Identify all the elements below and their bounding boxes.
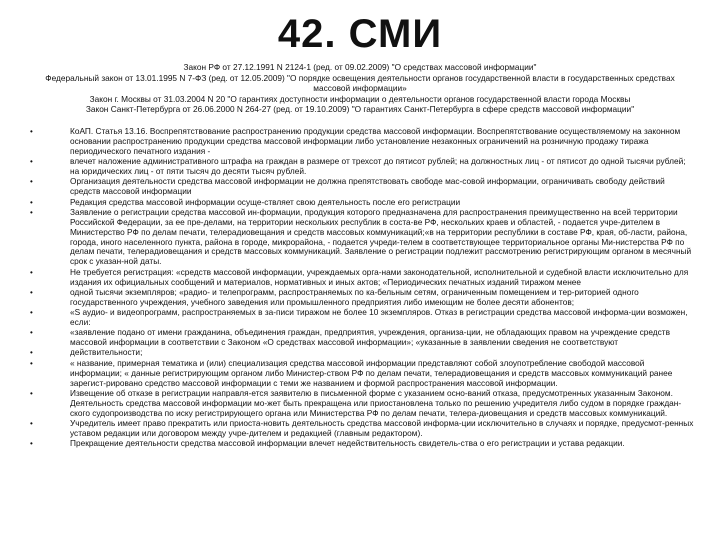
list-item: • Учредитель имеет право прекратить или приоста-новить деятельность средства массовой информа-ции исключительно в случаях и порядке, предусмот-ренных уставом редакции или договором между учре-дителем и редакцией (главным редактором). [30,417,694,438]
list-item: • «S аудио- и видеопрограмм, распространяемых в за-писи тиражом не более 10 экземпляров. Отказ в регистрации средства массовой информа-ции возможен, если: [30,307,688,327]
bullet-icon: • [30,308,33,318]
list-item: • КоАП. Статья 13.16. Воспрепятствование распространению продукции средства массовой информации. Воспрепятствование осуществляемому на законном основании распространению продукции средства массовой информации либо установление незаконных ограничений на розничную продажу тиража периодического печатного издания - [30,126,681,156]
law-citation: Федеральный закон от 13.01.1995 N 7-ФЗ (ред. от 12.05.2009) "О порядке освещения деятельности органов государственной власти в государственных средствах массовой информации» [45,72,675,94]
bullet-icon: • [30,328,33,338]
list-item: • Организация деятельности средства массовой информации не должна препятствовать свободе мас-совой информации, ограничивать свободу действий средств массовой информации [30,176,665,197]
bullet-icon: • [30,348,33,358]
list-item: • « название, примерная тематика и (или) специализация средства массовой информации представляют собой злоупотребление свободой массовой информации; « данные регистрирующим органом либо Министер-ством РФ по делам печати, телерадиовещания и средств массовых коммуникаций ранее зарегист-рировано средство массовой информации с теми же названием и формой распространения массовой информации. [30,357,673,388]
bullet-icon: • [30,388,33,398]
bullet-icon: • [30,439,33,449]
bullet-icon: • [30,358,33,368]
bullet-list [30,127,696,449]
list-item: • Прекращение деятельности средства массовой информации влечет недействительность свидетель-ства о его регистрации и устава редакции. [30,438,625,449]
bullet-icon: • [30,287,33,297]
bullet-icon: • [30,197,33,207]
bullet-icon: • [30,157,33,167]
list-item: • Редакция средства массовой информации осуще-ствляет свою деятельность после его регистрации [30,196,461,207]
page-title: 42. СМИ [277,12,443,56]
list-item: • влечет наложение административного штрафа на граждан в размере от трехсот до пятисот рублей; на должностных лиц - от пятисот до одной тысячи рублей; на юридических лиц - от пяти тысяч до десяти тысяч рублей. [30,156,686,177]
list-item: • Заявление о регистрации средства массовой ин-формации, продукция которого предназначена для распространения преимущественно на всей территории Российской Федерации, за ее пре-делами, на территории нескольких республик в соста-ве РФ, нескольких краев и областей, - подается учре-дителем в Министерство РФ по делам печати, телерадиовещания и средств массовых коммуникаций;«в на территории республики в составе РФ, края, об-ласти, района, города, иного населенного пункта, района в городе, микрорайона, - подается учреди-телем в соответствующее территориальное органы Ми-нистерства РФ по делам печати, телерадиовещания и средств массовых коммуникаций. Заявление о регистрации подлежит рассмотрению регистрирующим органом в месячный срок с указан-ной даты. [30,206,692,267]
list-item: • одной тысячи экземпляров; «радио- и телепрограмм, распространяемых по ка-бельным сетям, ограниченным помещением и тер-риторией одного государственного учреждения, учебного заведения или промышленного предприятия либо имеющим не более десяти абонентов; [30,286,639,307]
law-citation: Закон Санкт-Петербурга от 26.06.2000 N 264-27 (ред. от 19.10.2009) "О гарантиях Санкт-Петербурга в сфере средств массовой информации" [85,104,635,115]
bullet-icon: • [30,127,33,136]
list-item: • действительности; [30,347,143,358]
list-item: • Извещение об отказе в регистрации направля-ется заявителю в письменной форме с указанием осно-ваний отказа, предусмотренных указанным Законом. Деятельность средства массовой информации мо-жет быть прекращена или приостановлена только по решению учредителя либо судом в порядке граждан-ского судопроизводства по иску регистрирующего органа или Министерства РФ по делам печати, телера-диовещания и средств массовых коммуникаций. [30,387,682,418]
bullet-icon: • [30,418,33,428]
law-citation: Закон РФ от 27.12.1991 N 2124-1 (ред. от 09.02.2009) "О средствах массовой информации" [183,62,537,72]
law-citation: Закон г. Москвы от 31.03.2004 N 20 "О гарантиях доступности информации о деятельности органов государственной власти города Москвы [89,93,631,104]
list-item: • «заявление подано от имени гражданина, объединения граждан, предприятия, учреждения, организа-ции, не обладающих правом на учреждение средств массовой информации в соответствии с Законом «О средствах массовой информации»; «указанные в заявлении сведения не соответствуют [30,327,671,348]
bullet-icon: • [30,177,33,187]
list-item: • Не требуется регистрация: «средств массовой информации, учреждаемых орга-нами законодательной, исполнительной и судебной власти исключительно для издания их официальных сообщений и материалов, нормативных и иных актов; «Периодических печатных изданий тиражом менее [30,266,689,287]
bullet-icon: • [30,207,33,217]
bullet-icon: • [30,267,33,277]
laws-list [44,62,676,115]
